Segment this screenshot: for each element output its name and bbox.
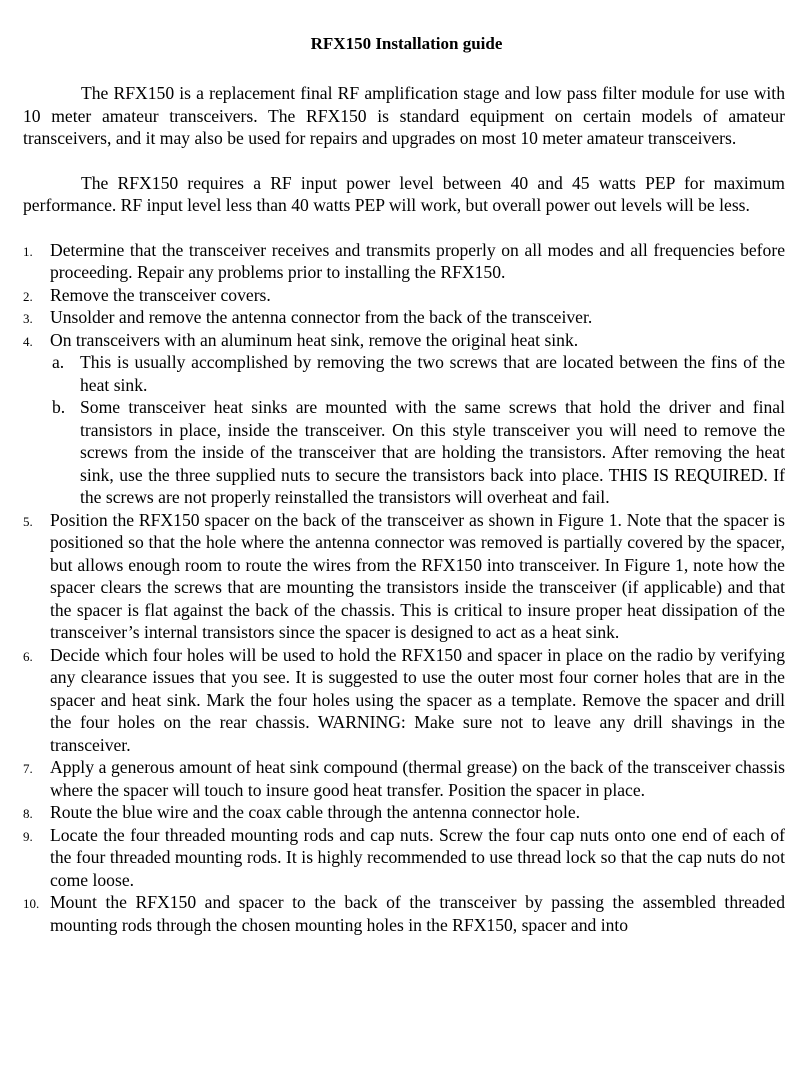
step-number: 7.	[23, 761, 33, 776]
step-text: Unsolder and remove the antenna connector from the back of the transceiver.	[50, 307, 593, 327]
step-number: 6.	[23, 648, 33, 664]
list-item	[23, 644, 785, 757]
step-text: Mount the RFX150 and spacer to the back of the transceiver by passing the assembled threaded mounting rods through the chosen mounting holes in the RFX150, spacer and into	[50, 892, 785, 935]
sub-step-text: Some transceiver heat sinks are mounted with the same screws that hold the driver and final transistors in place, inside the transceiver. On this style transceiver you will need to remove the screws from the inside of the transceiver that are holding the transistors. After removing the heat sink, use the three supplied nuts to secure the transistors back into place. THIS IS REQUIRED. If the screws are not properly reinstalled the transistors will overheat and fail.	[80, 397, 785, 507]
sub-steps-list	[50, 351, 785, 509]
list-item	[23, 239, 785, 284]
intro-paragraph-2: The RFX150 requires a RF input power level between 40 and 45 watts PEP for maximum performance. RF input level less than 40 watts PEP will work, but overall power out levels will be less.	[23, 172, 785, 215]
list-item	[23, 824, 785, 892]
step-text: On transceivers with an aluminum heat sink, remove the original heat sink.	[50, 329, 579, 350]
step-number: 4.	[23, 333, 33, 349]
list-item	[23, 801, 785, 824]
sub-step-letter: a.	[52, 352, 65, 372]
list-item	[23, 329, 785, 509]
sub-step-letter: b.	[52, 397, 66, 417]
intro-paragraph-1: The RFX150 is a replacement final RF amplification stage and low pass filter module for use with 10 meter amateur transceivers. The RFX150 is standard equipment on certain models of amateur transceivers, and it may also be used for repairs and upgrades on most 10 meter amateur transceivers.	[23, 83, 785, 148]
step-text: Apply a generous amount of heat sink compound (thermal grease) on the back of the transceiver chassis where the spacer will touch to insure good heat transfer. Position the spacer in place.	[50, 757, 785, 800]
step-number: 1.	[23, 243, 33, 259]
step-number: 10.	[23, 896, 40, 911]
step-number: 3.	[23, 311, 33, 326]
sub-step-text: This is usually accomplished by removing the two screws that are located between the fins of the heat sink.	[80, 352, 785, 395]
document-title: RFX150 Installation guide	[310, 34, 503, 53]
step-text: Route the blue wire and the coax cable through the antenna connector hole.	[50, 802, 581, 822]
list-item	[23, 891, 785, 936]
step-number: 9.	[23, 828, 33, 844]
list-item	[23, 306, 785, 329]
step-text: Determine that the transceiver receives and transmits properly on all modes and all frequencies before proceeding. Repair any problems prior to installing the RFX150.	[50, 239, 785, 282]
step-number: 5.	[23, 513, 33, 529]
step-text: Position the RFX150 spacer on the back of the transceiver as shown in Figure 1. Note that the spacer is positioned so that the hole where the antenna connector was removed is partially covered by the spacer, but allows enough room to route the wires from the RFX150 into transceiver. In Figure 1, note how the spacer clears the screws that are mounting the transistors inside the transceiver (if applicable) and that the spacer is flat against the back of the chassis. This is critical to insure proper heat dissipation of the transceiver’s internal transistors since the spacer is designed to act as a heat sink.	[50, 509, 785, 642]
step-text: Decide which four holes will be used to hold the RFX150 and spacer in place on the radio by verifying any clearance issues that you see. It is suggested to use the outer most four corner holes that are in the spacer and heat sink. Mark the four holes using the spacer as a template. Remove the spacer and drill the four holes on the rear chassis. WARNING: Make sure not to leave any drill shavings in the transceiver.	[50, 644, 785, 755]
installation-steps-list	[23, 239, 785, 937]
step-text: Remove the transceiver covers.	[50, 284, 271, 305]
step-number: 8.	[23, 806, 33, 821]
list-item	[23, 509, 785, 644]
step-text: Locate the four threaded mounting rods and cap nuts. Screw the four cap nuts onto one end of each of the four threaded mounting rods. It is highly recommended to use thread lock so that the cap nuts do not come loose.	[50, 824, 785, 890]
list-item	[23, 284, 785, 307]
step-number: 2.	[23, 288, 33, 304]
sub-list-item	[50, 351, 785, 396]
sub-list-item	[50, 396, 785, 509]
list-item	[23, 756, 785, 801]
